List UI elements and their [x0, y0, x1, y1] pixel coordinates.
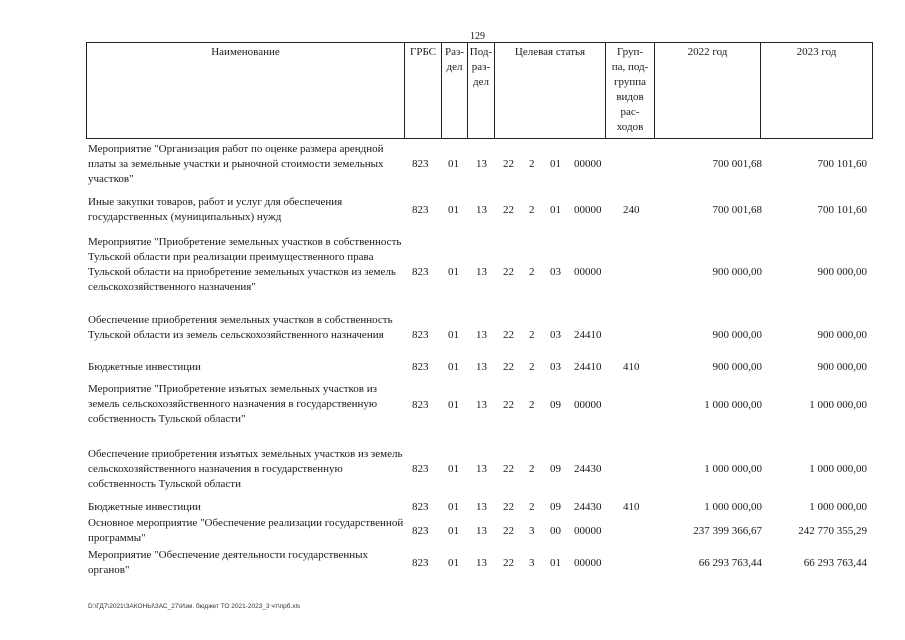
- row-t1: 22: [503, 557, 514, 569]
- row-grbs: 823: [412, 399, 429, 411]
- row-pr: 13: [476, 266, 487, 278]
- row-y2022: 66 293 763,44: [698, 557, 762, 569]
- row-pr: 13: [476, 361, 487, 373]
- row-grbs: 823: [412, 158, 429, 170]
- row-grbs: 823: [412, 266, 429, 278]
- row-t2: 2: [529, 204, 535, 216]
- row-name: Мероприятие "Обеспечение деятельности государственных органов": [88, 549, 369, 576]
- header-razdel: Раз- дел: [442, 43, 468, 139]
- row-t1: 22: [503, 525, 514, 537]
- row-t2: 2: [529, 463, 535, 475]
- row-t4: 00000: [574, 204, 602, 216]
- row-t3: 03: [550, 266, 561, 278]
- row-pr: 13: [476, 525, 487, 537]
- row-t1: 22: [503, 399, 514, 411]
- row-t3: 03: [550, 329, 561, 341]
- row-t1: 22: [503, 204, 514, 216]
- row-vr: 240: [623, 204, 640, 216]
- header-target: Целевая статья: [495, 43, 606, 139]
- row-t2: 2: [529, 501, 535, 513]
- row-vr: 410: [623, 501, 640, 513]
- row-rz: 01: [448, 525, 459, 537]
- row-t3: 01: [550, 158, 561, 170]
- row-grbs: 823: [412, 557, 429, 569]
- row-grbs: 823: [412, 204, 429, 216]
- row-t4: 00000: [574, 525, 602, 537]
- row-y2022: 1 000 000,00: [704, 399, 762, 411]
- row-t2: 2: [529, 266, 535, 278]
- row-name: Мероприятие "Приобретение изъятых земельных участков из земель сельскохозяйственного назначения в государственную собственность Тульской области": [88, 383, 378, 425]
- row-y2023: 1 000 000,00: [809, 501, 867, 513]
- row-t1: 22: [503, 501, 514, 513]
- row-pr: 13: [476, 329, 487, 341]
- row-t1: 22: [503, 329, 514, 341]
- row-t1: 22: [503, 463, 514, 475]
- row-t2: 3: [529, 557, 535, 569]
- row-t3: 09: [550, 501, 561, 513]
- row-pr: 13: [476, 158, 487, 170]
- row-y2022: 900 000,00: [712, 329, 762, 341]
- file-path: D:\ГД7\2021\ЗАКОНЫ\ЗАС_27\Изм. бюджет ТО 2021-2023_3 чт\прб.xls: [88, 603, 301, 610]
- row-t4: 24430: [574, 501, 602, 513]
- row-name: Иные закупки товаров, работ и услуг для обеспечения государственных (муниципальных) нужд: [88, 196, 343, 223]
- row-y2022: 700 001,68: [712, 158, 762, 170]
- row-y2022: 900 000,00: [712, 361, 762, 373]
- row-t4: 00000: [574, 557, 602, 569]
- row-t4: 24410: [574, 329, 602, 341]
- row-t3: 01: [550, 557, 561, 569]
- row-y2023: 900 000,00: [817, 329, 867, 341]
- header-2023: 2023 год: [761, 43, 873, 139]
- row-grbs: 823: [412, 329, 429, 341]
- row-rz: 01: [448, 557, 459, 569]
- row-t3: 03: [550, 361, 561, 373]
- row-t2: 2: [529, 329, 535, 341]
- row-name: Бюджетные инвестиции: [88, 361, 201, 373]
- row-name: Обеспечение приобретения земельных участков в собственность Тульской области из земель сельскохозяйственного назначения: [88, 314, 393, 341]
- row-t4: 00000: [574, 266, 602, 278]
- row-name: Бюджетные инвестиции: [88, 501, 201, 513]
- row-t3: 09: [550, 399, 561, 411]
- row-y2023: 900 000,00: [817, 266, 867, 278]
- row-rz: 01: [448, 361, 459, 373]
- row-t4: 00000: [574, 158, 602, 170]
- row-y2022: 700 001,68: [712, 204, 762, 216]
- row-y2023: 242 770 355,29: [798, 525, 867, 537]
- row-y2022: 1 000 000,00: [704, 463, 762, 475]
- row-y2023: 900 000,00: [817, 361, 867, 373]
- page-number: 129: [470, 31, 485, 42]
- row-y2023: 700 101,60: [817, 158, 867, 170]
- row-t4: 24430: [574, 463, 602, 475]
- row-name: Основное мероприятие "Обеспечение реализации государственной программы": [88, 517, 404, 544]
- row-t4: 00000: [574, 399, 602, 411]
- header-group: Груп- па, под- группа видов рас- ходов: [606, 43, 655, 139]
- row-t2: 3: [529, 525, 535, 537]
- row-rz: 01: [448, 158, 459, 170]
- row-rz: 01: [448, 266, 459, 278]
- row-pr: 13: [476, 204, 487, 216]
- row-name: Обеспечение приобретения изъятых земельных участков из земель сельскохозяйственного назначения в государственную собственность Тульской области: [88, 448, 403, 490]
- row-t1: 22: [503, 158, 514, 170]
- row-t2: 2: [529, 399, 535, 411]
- row-t3: 01: [550, 204, 561, 216]
- row-rz: 01: [448, 501, 459, 513]
- row-pr: 13: [476, 463, 487, 475]
- header-name: Наименование: [87, 43, 405, 139]
- row-grbs: 823: [412, 463, 429, 475]
- row-t1: 22: [503, 361, 514, 373]
- row-name: Мероприятие "Организация работ по оценке размера арендной платы за земельные участки и рыночной стоимости земельных участков": [88, 143, 384, 185]
- row-rz: 01: [448, 204, 459, 216]
- row-t2: 2: [529, 158, 535, 170]
- row-grbs: 823: [412, 501, 429, 513]
- header-grbs: ГРБС: [405, 43, 442, 139]
- row-y2023: 1 000 000,00: [809, 463, 867, 475]
- row-y2022: 1 000 000,00: [704, 501, 762, 513]
- row-pr: 13: [476, 399, 487, 411]
- row-t3: 09: [550, 463, 561, 475]
- header-2022: 2022 год: [655, 43, 761, 139]
- row-t4: 24410: [574, 361, 602, 373]
- row-rz: 01: [448, 329, 459, 341]
- row-t1: 22: [503, 266, 514, 278]
- row-t3: 00: [550, 525, 561, 537]
- row-rz: 01: [448, 463, 459, 475]
- row-y2022: 237 399 366,67: [693, 525, 762, 537]
- row-y2023: 1 000 000,00: [809, 399, 867, 411]
- row-pr: 13: [476, 501, 487, 513]
- row-name: Мероприятие "Приобретение земельных участков в собственность Тульской области при реализации преимущественного права Тульской области на приобретение земельных участков из земель сельскохозяйственного назначения": [88, 236, 402, 293]
- row-grbs: 823: [412, 361, 429, 373]
- header-podrazdel: Под- раз- дел: [468, 43, 495, 139]
- row-t2: 2: [529, 361, 535, 373]
- row-pr: 13: [476, 557, 487, 569]
- row-rz: 01: [448, 399, 459, 411]
- row-y2023: 700 101,60: [817, 204, 867, 216]
- row-vr: 410: [623, 361, 640, 373]
- row-y2022: 900 000,00: [712, 266, 762, 278]
- row-grbs: 823: [412, 525, 429, 537]
- row-y2023: 66 293 763,44: [803, 557, 867, 569]
